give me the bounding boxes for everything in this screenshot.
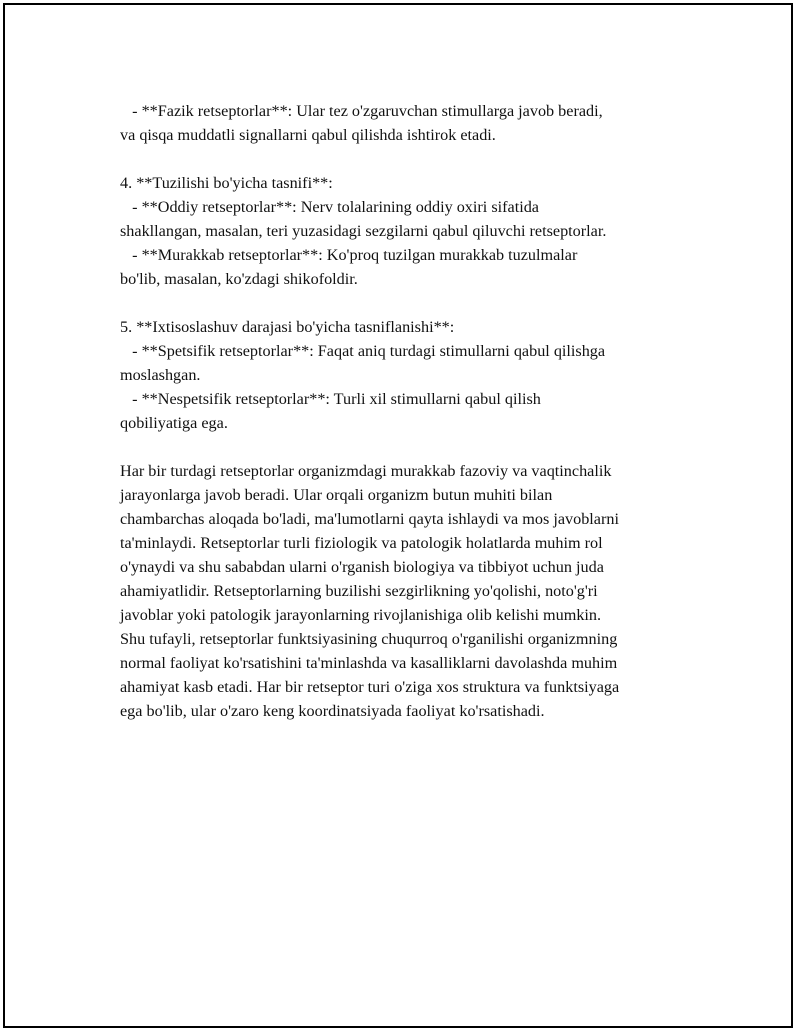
paragraph-gap [120, 435, 710, 459]
text-line: javoblar yoki patologik jarayonlarning rivojlanishiga olib kelishi mumkin. [120, 606, 602, 624]
text-line: shakllangan, masalan, teri yuzasidagi sezgilarni qabul qiluvchi retseptorlar. [120, 222, 607, 240]
text-line: - **Oddiy retseptorlar**: Nerv tolalarining oddiy oxiri sifatida [120, 198, 539, 216]
section-heading: 5. **Ixtisoslashuv darajasi bo'yicha tasniflanishi**: [120, 318, 455, 336]
paragraph-conclusion [120, 459, 710, 723]
section-ixtisoslashuv-tasnifi [120, 315, 710, 435]
text-line: Har bir turdagi retseptorlar organizmdagi murakkab fazoviy va vaqtinchalik [120, 462, 612, 480]
text-line: bo'lib, masalan, ko'zdagi shikofoldir. [120, 270, 358, 288]
text-line: ahamiyat kasb etadi. Har bir retseptor turi o'ziga xos struktura va funktsiyaga [120, 678, 620, 696]
text-line: chambarchas aloqada bo'ladi, ma'lumotlarni qayta ishlaydi va mos javoblarni [120, 510, 619, 528]
document-body [120, 99, 710, 723]
text-line: Shu tufayli, retseptorlar funktsiyasining chuqurroq o'rganilishi organizmning [120, 630, 618, 648]
section-heading: 4. **Tuzilishi bo'yicha tasnifi**: [120, 174, 333, 192]
text-line: o'ynaydi va shu sababdan ularni o'rganish biologiya va tibbiyot uchun juda [120, 558, 604, 576]
text-line: ega bo'lib, ular o'zaro keng koordinatsiyada faoliyat ko'rsatishadi. [120, 702, 545, 720]
text-line: normal faoliyat ko'rsatishini ta'minlashda va kasalliklarni davolashda muhim [120, 654, 618, 672]
text-line: - **Spetsifik retseptorlar**: Faqat aniq turdagi stimullarni qabul qilishga [120, 342, 606, 360]
paragraph-fazik-retseptorlar [120, 99, 710, 147]
text-line: ta'minlaydi. Retseptorlar turli fiziologik va patologik holatlarda muhim rol [120, 534, 603, 552]
text-line: qobiliyatiga ega. [120, 414, 228, 432]
text-line: va qisqa muddatli signallarni qabul qilishda ishtirok etadi. [120, 126, 496, 144]
text-line: - **Nespetsifik retseptorlar**: Turli xil stimullarni qabul qilish [120, 390, 541, 408]
text-line: moslashgan. [120, 366, 201, 384]
section-tuzilishi-tasnifi [120, 171, 710, 291]
document-page [3, 3, 793, 1028]
paragraph-gap [120, 291, 710, 315]
text-line: jarayonlarga javob beradi. Ular orqali organizm butun muhiti bilan [120, 486, 553, 504]
text-line: - **Murakkab retseptorlar**: Ko'proq tuzilgan murakkab tuzulmalar [120, 246, 578, 264]
text-line: ahamiyatlidir. Retseptorlarning buzilishi sezgirlikning yo'qolishi, noto'g'ri [120, 582, 598, 600]
text-line: - **Fazik retseptorlar**: Ular tez o'zgaruvchan stimullarga javob beradi, [120, 102, 603, 120]
paragraph-gap [120, 147, 710, 171]
